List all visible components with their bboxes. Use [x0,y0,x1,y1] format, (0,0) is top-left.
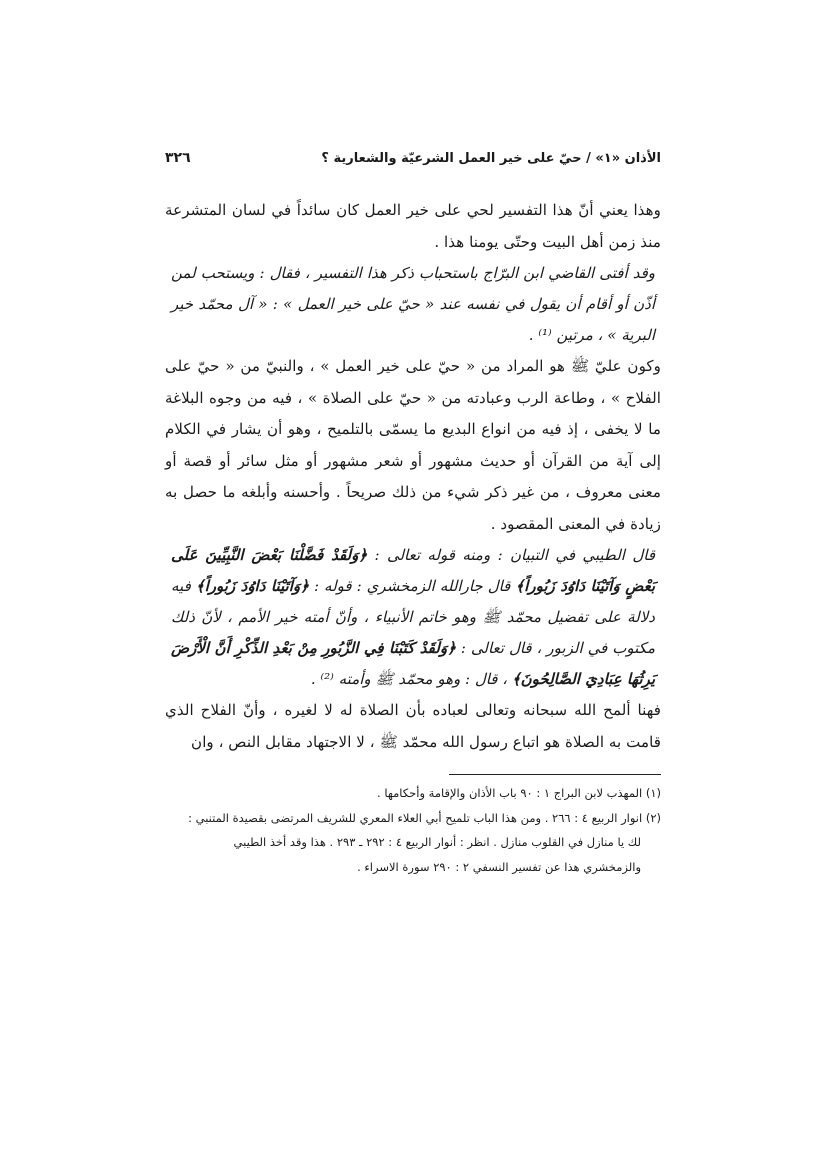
quran-verse-1: ﴿وَلَقَدْ فَضَّلْنَا بَعْضَ النَّبِيِّينَ عَلَى بَعْضٍ وَآتَيْنَا دَاوُدَ زَبُوراً﴾ [171,546,655,595]
quote-ibn-barraj: وقد أفتى القاضي ابن البرّاج باستحباب ذكر هذا التفسير ، فقال : ويستحب لمن أذّن أو أقام أن يقول في نفسه عند « حيّ على خير العمل » : « آل محمّد خير البرية » ، مرتين ⁽¹⁾ . [171,264,655,344]
footnote-2-line-2: لك يا منازل في القلوب منازل . انظر : أنوار الربيع ٤ : ٢٩٢ ـ ٢٩٣ . هذا وقد أخذ الطيبي [233,835,641,849]
running-header [165,150,661,180]
book-page [165,150,661,879]
quran-verse-3: ﴿وَلَقَدْ كَتَبْنَا فِي الزَّبُورِ مِنْ بَعْدِ الذِّكْرِ أَنَّ الْأَرْضَ يَرِثُهَا عِبَادِيَ الصَّالِحُونَ﴾ [171,639,655,688]
footnote-divider [449,774,661,775]
footnotes [165,781,661,879]
quote-tibi-text-3: فيه دلالة على تفضيل محمّد ﷺ وهو خاتم الأنبياء ، وأنّ أمته خير الأمم ، لأنّ ذلك مكتوب في الزبور ، قال تعالى : [171,577,655,657]
paragraph-1: وهذا يعني أنّ هذا التفسير لحي على خير العمل كان سائداً في لسان المتشرعة منذ زمن أهل البيت وحتّى يومنا هذا . [165,201,661,251]
footnote-1: (١) المهذب لابن البراج ١ : ٩٠ باب الأذان والإقامة وأحكامها . [377,786,661,800]
quote-tibi-text-2: قال جارالله الزمخشري : قوله : [308,577,516,595]
footnote-2-line-1: (٢) انوار الربيع ٤ : ٢٦٦ . ومن هذا الباب تلميح أبي العلاء المعري للشريف المرتضى بقصيدة المتنبي : [188,810,661,825]
footnote-2-line-3: والزمخشري هذا عن تفسير النسفي ٢ : ٢٩٠ سورة الاسراء . [357,859,641,874]
running-title: الأذان «١» / حيّ على خير العمل الشرعيّة والشعارية ؟ [321,151,661,166]
quote-tibi-text-4: ، قال : وهو محمّد ﷺ وأمته ⁽²⁾ . [310,670,512,688]
quote-tibi [165,540,661,695]
paragraph-2: وكون عليّ ﷺ هو المراد من « حيّ على خير العمل » ، والنبيّ من « حيّ على الفلاح » ، وطاعة الرب وعبادته من « حيّ على الصلاة » ، فيه من وجوه البلاغة ما لا يخفى ، إذ فيه من انواع البديع ما يسمّى بالتلميح ، وهو أن يشار في الكلام إلى آية من القرآن أو حديث مشهور أو شعر مشهور أو مثل سائر أو قصة أو معنى معروف ، من غير ذكر شيء من ذلك صريحاً . وأحسنه وأبلغه ما حصل به زيادة في المعنى المقصود . [165,357,661,533]
quran-verse-2: ﴿وَآتَيْنَا دَاوُدَ زَبُوراً﴾ [195,577,309,595]
page-number: ٣٢٦ [165,150,191,166]
paragraph-3: فهنا ألمح الله سبحانه وتعالى لعباده بأن الصلاة له لا لغيره ، وأنّ الفلاح الذي قامت به الصلاة هو اتباع رسول الله محمّد ﷺ ، لا الاجتهاد مقابل النص ، وان [165,701,661,751]
quote-tibi-text-1: قال الطيبي في التبيان : ومنه قوله تعالى : [367,546,656,564]
